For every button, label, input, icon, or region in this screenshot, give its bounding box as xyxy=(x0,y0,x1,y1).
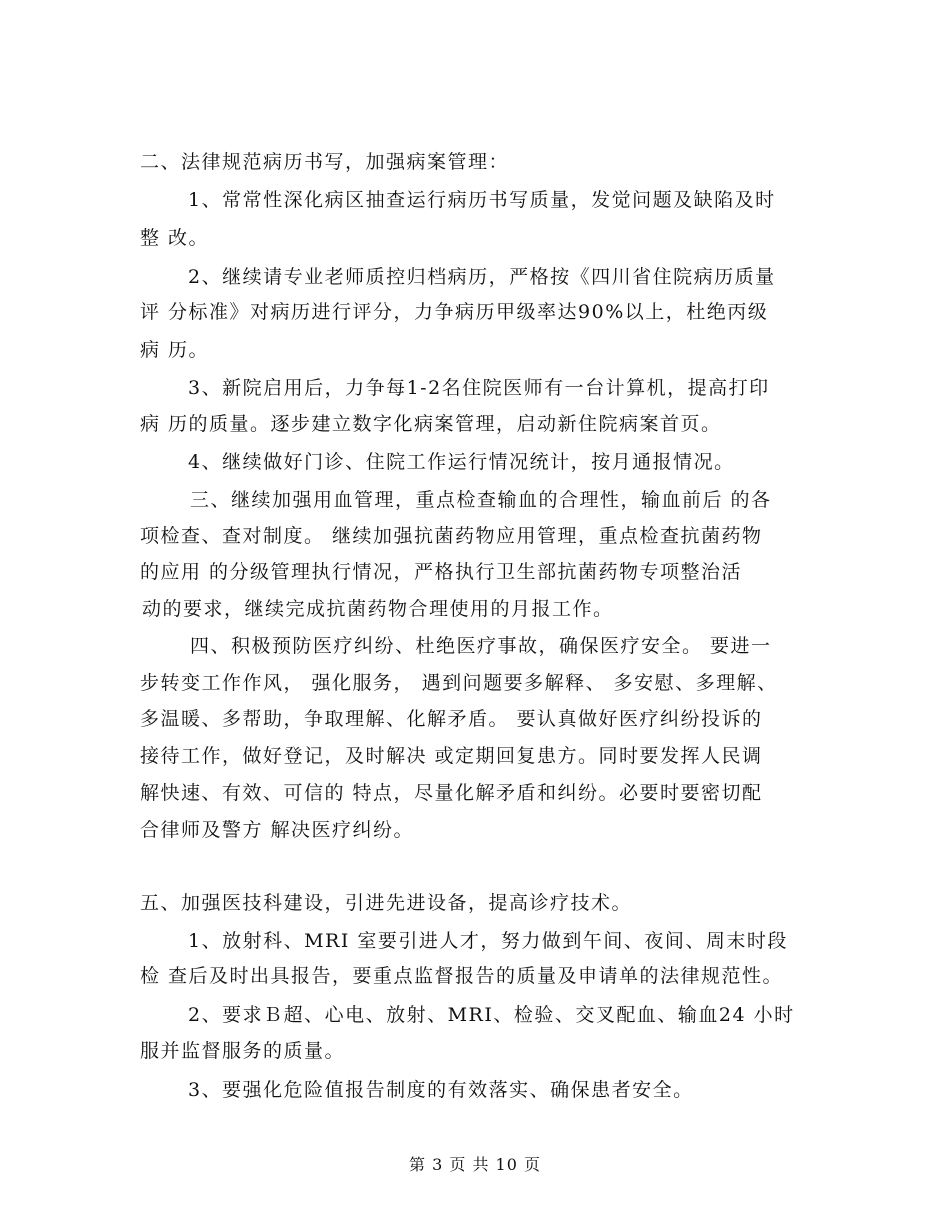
paragraph-line: 合律师及警方 解决医疗纠纷。 xyxy=(140,819,415,841)
paragraph-line: 2、要求Ｂ超、心电、放射、MRI、检验、交叉配血、输血24 小时 xyxy=(188,1004,795,1026)
section-heading-4: 四、积极预防医疗纠纷、杜绝医疗事故，确保医疗安全。 要进一 xyxy=(190,635,772,657)
paragraph-line: 1、常常性深化病区抽查运行病历书写质量，发觉问题及缺陷及时 xyxy=(188,189,776,211)
paragraph-line: 3、要强化危险值报告制度的有效落实、确保患者安全。 xyxy=(188,1079,694,1101)
paragraph-line: 解快速、有效、可信的 特点，尽量化解矛盾和纠纷。必要时要密切配 xyxy=(140,782,763,804)
paragraph-line: 病 历的质量。逐步建立数字化病案管理，启动新住院病案首页。 xyxy=(140,413,722,435)
paragraph-line: 动的要求，继续完成抗菌药物合理使用的月报工作。 xyxy=(142,598,614,620)
paragraph-line: 3、新院启用后，力争每1-2名住院医师有一台计算机，提高打印 xyxy=(188,377,770,399)
section-heading-5: 五、加强医技科建设，引进先进设备，提高诊疗技术。 xyxy=(140,892,633,914)
paragraph-line: 评 分标准》对病历进行评分，力争病历甲级率达90%以上，杜绝丙级 xyxy=(140,301,769,323)
paragraph-line: 项检查、查对制度。 继续加强抗菌药物应用管理，重点检查抗菌药物 xyxy=(140,525,763,547)
paragraph-line: 服并监督服务的质量。 xyxy=(140,1040,346,1062)
paragraph-line: 1、放射科、MRI 室要引进人才，努力做到午间、夜间、周末时段 xyxy=(188,930,788,952)
page-number-footer: 第 3 页 共 10 页 xyxy=(409,1155,541,1174)
section-heading-2: 二、法律规范病历书写，加强病案管理： xyxy=(140,151,510,173)
paragraph-line: 整 改。 xyxy=(140,227,210,249)
paragraph-line: 的应用 的分级管理执行情况，严格执行卫生部抗菌药物专项整治活 xyxy=(140,561,743,583)
paragraph-line: 检 查后及时出具报告，要重点监督报告的质量及申请单的法律规范性。 xyxy=(140,965,784,987)
section-heading-3: 三、继续加强用血管理，重点检查输血的合理性，输血前后 的各 xyxy=(190,489,772,511)
paragraph-line: 病 历。 xyxy=(140,339,210,361)
paragraph-line: 步转变工作作风， 强化服务， 遇到问题要多解释、 多安慰、多理解、 xyxy=(140,672,778,694)
paragraph-line: 2、继续请专业老师质控归档病历，严格按《四川省住院病历质量 xyxy=(188,266,776,288)
paragraph-line: 4、继续做好门诊、住院工作运行情况统计，按月通报情况。 xyxy=(188,451,735,473)
paragraph-line: 接待工作，做好登记，及时解决 或定期回复患方。同时要发挥人民调 xyxy=(140,745,763,767)
paragraph-line: 多温暖、多帮助，争取理解、化解矛盾。 要认真做好医疗纠纷投诉的 xyxy=(140,708,763,730)
